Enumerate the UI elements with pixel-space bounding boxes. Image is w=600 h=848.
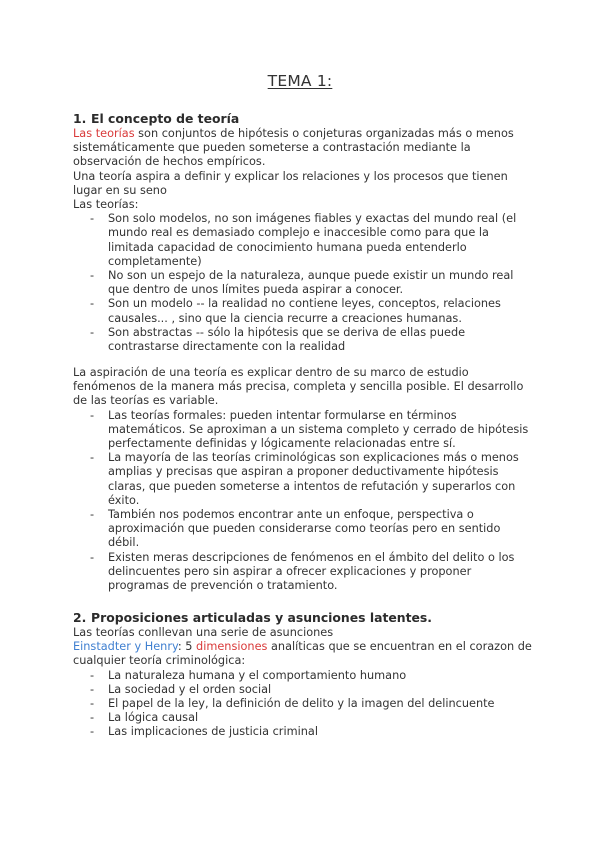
- block-2-list: [73, 409, 533, 594]
- list-item: - La naturaleza humana y el comportamiento humano: [108, 669, 533, 683]
- section-1-number: 1.: [73, 111, 87, 126]
- authors-highlight: Einstadter y Henry: [73, 640, 178, 654]
- list-item: - Son abstractas -- sólo la hipótesis que se deriva de ellas puede contrastarse directamente con la realidad: [108, 326, 533, 354]
- section-2-list: [73, 669, 533, 740]
- list-item: - El papel de la ley, la definición de delito y la imagen del delincuente: [108, 697, 533, 711]
- list-item: - No son un espejo de la naturaleza, aunque puede existir un mundo real que dentro de unos límites pueda aspirar a conocer.: [108, 269, 533, 297]
- intro-rest: son conjuntos de hipótesis o conjeturas organizadas más o menos sistemáticamente que pueden someterse a contrastación mediante la observación de hechos empíricos.: [73, 127, 514, 169]
- page-title: [0, 71, 600, 91]
- section-1: [73, 111, 533, 354]
- section-1-intro: [73, 127, 533, 170]
- list-item: - La sociedad y el orden social: [108, 683, 533, 697]
- list-item: - Las teorías formales: pueden intentar formularse en términos matemáticos. Se aproximan a un sistema completo y cerrado de hipótesis perfectamente definidas y lógicamente relacionadas entre sí.: [108, 409, 533, 452]
- section-2-heading: [73, 610, 533, 626]
- intro-highlight: Las teorías: [73, 127, 135, 140]
- section-2-number: 2.: [73, 610, 87, 625]
- section-1-heading: [73, 111, 533, 127]
- section-1-paragraph-2: Una teoría aspira a definir y explicar los relaciones y los procesos que tienen lugar en su seno: [73, 169, 508, 197]
- block-2-paragraph: La aspiración de una teoría es explicar dentro de su marco de estudio fenómenos de la manera más precisa, completa y sencilla posible. El desarrollo de las teorías es variable.: [73, 366, 524, 408]
- section-1-list-label: Las teorías:: [73, 198, 139, 212]
- paragraph-rest: analíticas que se encuentran en el corazon de cualquier teoría criminológica:: [73, 640, 532, 668]
- list-item: - Las implicaciones de justicia criminal: [108, 725, 533, 739]
- section-1-list: [73, 212, 533, 354]
- section-2-heading-text: Proposiciones articuladas y asunciones latentes.: [91, 610, 433, 625]
- list-item: - La mayoría de las teorías criminológicas son explicaciones más o menos amplias y precisas que aspiran a proponer deductivamente hipótesis claras, que pueden someterse a intentos de refutación y superarlos con éxito.: [108, 451, 533, 508]
- list-item: - Existen meras descripciones de fenómenos en el ámbito del delito o los delincuentes pero sin aspirar a ofrecer explicaciones y proponer programas de prevención o tratamiento.: [108, 551, 533, 594]
- list-item: - La lógica causal: [108, 711, 533, 725]
- block-2: [73, 366, 533, 593]
- section-2-paragraph-1: Las teorías conllevan una serie de asunciones: [73, 626, 334, 639]
- list-item: - Son un modelo -- la realidad no contiene leyes, conceptos, relaciones causales... , sino que la ciencia recurre a creaciones humanas.: [108, 297, 533, 325]
- section-1-heading-text: El concepto de teoría: [91, 111, 240, 126]
- list-item: - También nos podemos encontrar ante un enfoque, perspectiva o aproximación que pueden considerarse como teorías pero en sentido débil.: [108, 508, 533, 551]
- title-text: TEMA 1:: [267, 72, 333, 90]
- list-item: - Son solo modelos, no son imágenes fiables y exactas del mundo real (el mundo real es demasiado complejo e inaccesible como para que la limitada capacidad de conocimiento humana pueda entenderlo completamente): [108, 212, 533, 269]
- colon-text: : 5: [177, 640, 197, 654]
- dimensions-highlight: dimensiones: [196, 640, 268, 654]
- section-2: [73, 610, 533, 740]
- section-2-paragraph-2: [73, 640, 533, 668]
